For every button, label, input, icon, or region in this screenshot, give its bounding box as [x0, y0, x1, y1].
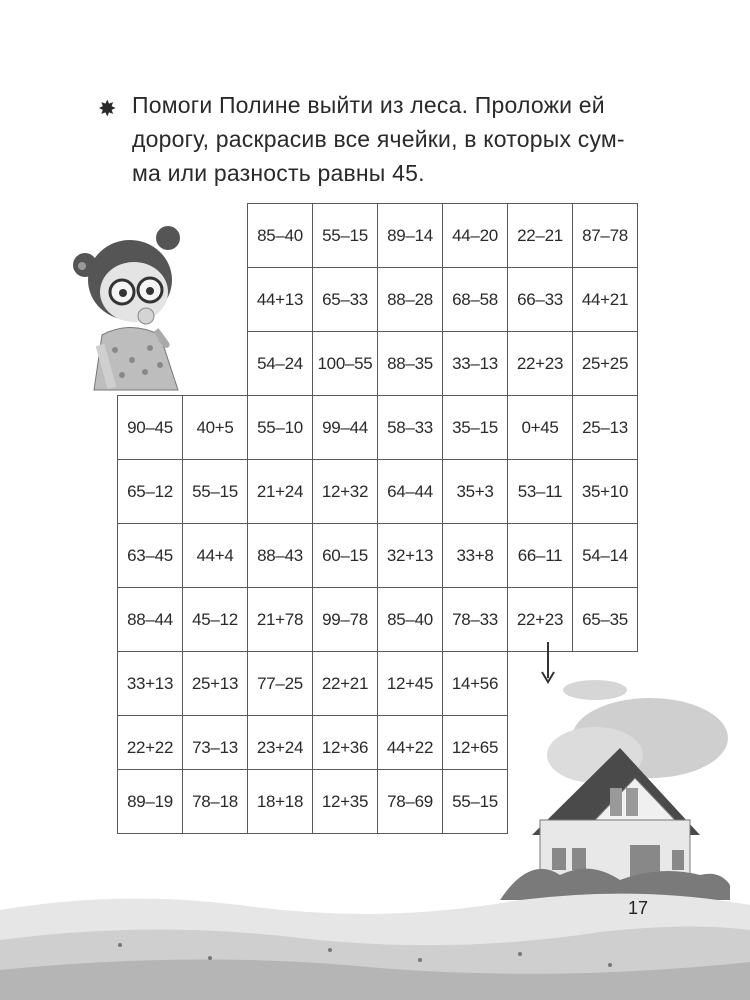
- maze-cell[interactable]: 55–10: [247, 395, 313, 460]
- maze-cell[interactable]: 66–11: [507, 523, 573, 588]
- maze-cell[interactable]: 78–18: [182, 769, 248, 834]
- maze-cell[interactable]: 100–55: [312, 331, 378, 396]
- maze-cell[interactable]: 44+22: [377, 715, 443, 780]
- maze-cell[interactable]: 44+4: [182, 523, 248, 588]
- maze-cell[interactable]: 55–15: [312, 203, 378, 268]
- maze-cell[interactable]: 23+24: [247, 715, 313, 780]
- maze-cell[interactable]: 54–14: [572, 523, 638, 588]
- maze-cell[interactable]: 53–11: [507, 459, 573, 524]
- maze-cell[interactable]: 65–12: [117, 459, 183, 524]
- maze-cell[interactable]: 90–45: [117, 395, 183, 460]
- maze-cell[interactable]: 63–45: [117, 523, 183, 588]
- maze-cell[interactable]: 55–15: [442, 769, 508, 834]
- task-line: дорогу, раскрасив все ячейки, в которых сум-: [132, 126, 625, 152]
- maze-cell[interactable]: 73–13: [182, 715, 248, 780]
- maze-cell[interactable]: 89–19: [117, 769, 183, 834]
- maze-cell[interactable]: 35+3: [442, 459, 508, 524]
- maze-cell[interactable]: 12+65: [442, 715, 508, 780]
- page-number: 17: [628, 898, 649, 918]
- maze-cell[interactable]: 22–21: [507, 203, 573, 268]
- maze-cell[interactable]: 45–12: [182, 587, 248, 652]
- maze-cell[interactable]: 99–44: [312, 395, 378, 460]
- maze-cell[interactable]: 0+45: [507, 395, 573, 460]
- maze-cell[interactable]: 64–44: [377, 459, 443, 524]
- maze-cell[interactable]: 22+22: [117, 715, 183, 780]
- maze-cell[interactable]: 40+5: [182, 395, 248, 460]
- maze-cell[interactable]: 44+21: [572, 267, 638, 332]
- maze-cell[interactable]: 12+35: [312, 769, 378, 834]
- maze-cell[interactable]: 12+32: [312, 459, 378, 524]
- maze-cell[interactable]: 22+21: [312, 651, 378, 716]
- girl-illustration: [60, 220, 210, 400]
- task-line: Помоги Полине выйти из леса. Проложи ей: [132, 92, 605, 118]
- maze-cell[interactable]: 77–25: [247, 651, 313, 716]
- maze-cell[interactable]: 35+10: [572, 459, 638, 524]
- ground-illustration: [0, 870, 750, 1000]
- maze-cell[interactable]: 44+13: [247, 267, 313, 332]
- maze-cell[interactable]: 44–20: [442, 203, 508, 268]
- maze-cell[interactable]: 60–15: [312, 523, 378, 588]
- maze-cell[interactable]: 21+24: [247, 459, 313, 524]
- maze-cell[interactable]: 33+8: [442, 523, 508, 588]
- maze-cell[interactable]: 88–44: [117, 587, 183, 652]
- maze-cell[interactable]: 89–14: [377, 203, 443, 268]
- maze-cell[interactable]: 18+18: [247, 769, 313, 834]
- maze-cell[interactable]: 66–33: [507, 267, 573, 332]
- maze-cell[interactable]: 88–28: [377, 267, 443, 332]
- maze-cell[interactable]: 78–33: [442, 587, 508, 652]
- maze-cell[interactable]: 22+23: [507, 331, 573, 396]
- maze-cell[interactable]: 68–58: [442, 267, 508, 332]
- maze-cell[interactable]: 85–40: [377, 587, 443, 652]
- maze-cell[interactable]: 54–24: [247, 331, 313, 396]
- maze-cell[interactable]: 65–33: [312, 267, 378, 332]
- maze-cell[interactable]: 12+45: [377, 651, 443, 716]
- maze-cell[interactable]: 87–78: [572, 203, 638, 268]
- maze-cell[interactable]: 99–78: [312, 587, 378, 652]
- maze-cell[interactable]: 88–43: [247, 523, 313, 588]
- maze-cell[interactable]: 85–40: [247, 203, 313, 268]
- maze-cell[interactable]: 35–15: [442, 395, 508, 460]
- star-bullet-icon: ✸: [98, 96, 117, 121]
- maze-cell[interactable]: 58–33: [377, 395, 443, 460]
- maze-cell[interactable]: 88–35: [377, 331, 443, 396]
- maze-cell[interactable]: 33–13: [442, 331, 508, 396]
- maze-cell[interactable]: 21+78: [247, 587, 313, 652]
- maze-cell[interactable]: 78–69: [377, 769, 443, 834]
- maze-cell[interactable]: 12+36: [312, 715, 378, 780]
- maze-cell[interactable]: 22+23: [507, 587, 573, 652]
- maze-cell[interactable]: 25+13: [182, 651, 248, 716]
- task-line: ма или разность равны 45.: [132, 160, 425, 186]
- maze-cell[interactable]: 25+25: [572, 331, 638, 396]
- house-illustration: [500, 670, 730, 900]
- maze-cell[interactable]: 32+13: [377, 523, 443, 588]
- maze-cell[interactable]: 55–15: [182, 459, 248, 524]
- maze-cell[interactable]: 14+56: [442, 651, 508, 716]
- maze-cell[interactable]: 65–35: [572, 587, 638, 652]
- maze-cell[interactable]: 25–13: [572, 395, 638, 460]
- maze-cell[interactable]: 33+13: [117, 651, 183, 716]
